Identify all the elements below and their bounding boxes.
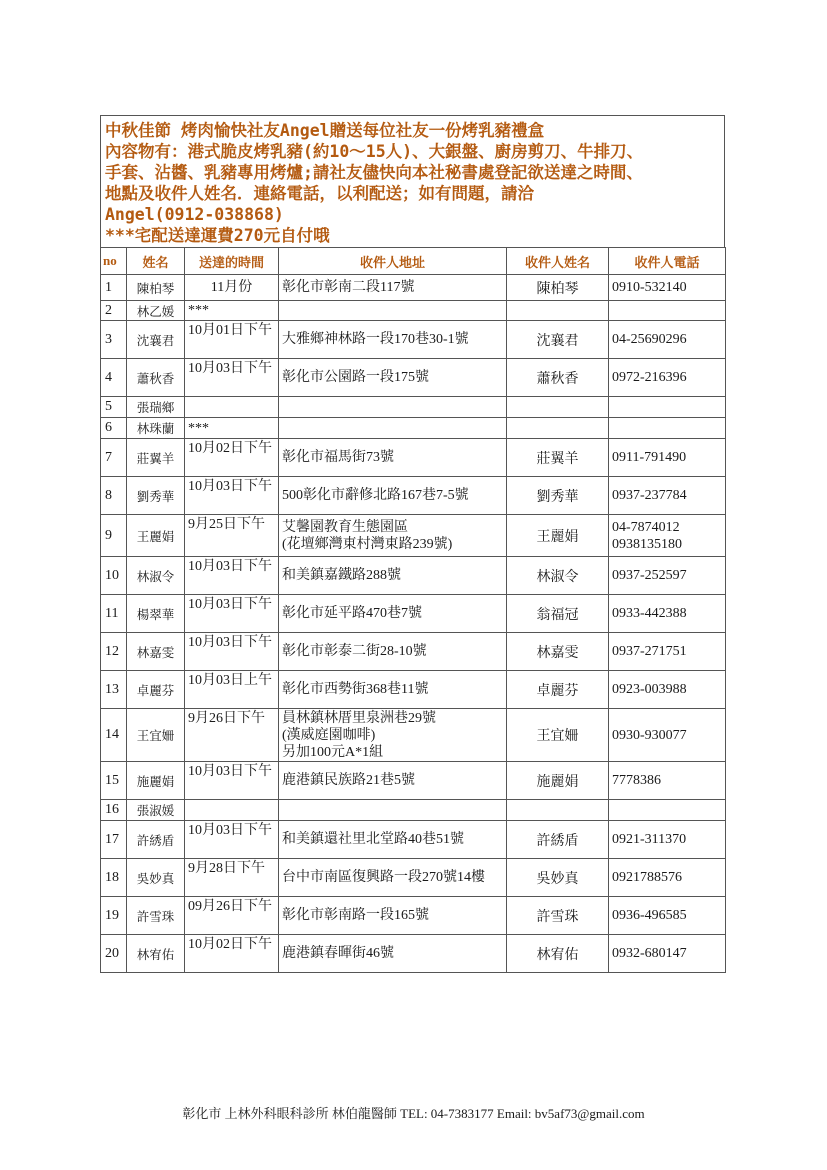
notice-line: Angel(0912-038868) [105,205,284,224]
recipient-name [507,397,609,418]
recipient-address: 彰化市彰泰二街28-10號 [279,633,507,671]
recipient-phone: 0911-791490 [609,439,726,477]
recipient-name: 陳柏琴 [507,275,609,301]
recipient-phone [609,301,726,321]
row-number: 3 [101,321,127,359]
member-name: 吳妙真 [127,859,185,897]
member-name: 張淑媛 [127,800,185,821]
row-number: 7 [101,439,127,477]
delivery-time: 11月份 [185,275,279,301]
row-number: 5 [101,397,127,418]
recipient-phone: 0936-496585 [609,897,726,935]
table-row [101,800,726,821]
delivery-time: 9月25日下午 [185,515,279,557]
recipient-phone: 0972-216396 [609,359,726,397]
table-body [101,275,726,973]
member-name: 林宥佑 [127,935,185,973]
delivery-time: 10月03日下午 [185,595,279,633]
member-name: 蕭秋香 [127,359,185,397]
recipient-phone: 0921788576 [609,859,726,897]
row-number: 4 [101,359,127,397]
member-name: 許雪珠 [127,897,185,935]
table-row [101,671,726,709]
table-row [101,321,726,359]
header-no: no [101,248,127,275]
recipient-name: 蕭秋香 [507,359,609,397]
delivery-time: 10月03日上午 [185,671,279,709]
member-name: 卓麗芬 [127,671,185,709]
recipient-address: 彰化市公園路一段175號 [279,359,507,397]
header-delivery-time: 送達的時間 [185,248,279,275]
recipient-address: 和美鎮還社里北堂路40巷51號 [279,821,507,859]
table-row [101,595,726,633]
table-row [101,935,726,973]
recipient-name: 翁福冠 [507,595,609,633]
recipient-phone: 0937-271751 [609,633,726,671]
member-name: 王麗娟 [127,515,185,557]
delivery-time: 09月26日下午 [185,897,279,935]
recipient-address: 鹿港鎮春暉街46號 [279,935,507,973]
delivery-time: 9月28日下午 [185,859,279,897]
member-name: 張瑞鄉 [127,397,185,418]
header-phone: 收件人電話 [609,248,726,275]
recipient-name: 林宥佑 [507,935,609,973]
member-name: 施麗娟 [127,762,185,800]
notice-line: 手套、沾醬、乳豬專用烤爐;請社友儘快向本社秘書處登記欲送達之時間、 [105,163,643,182]
recipient-address: 台中市南區復興路一段270號14樓 [279,859,507,897]
notice-block [100,115,725,247]
recipient-phone [609,418,726,439]
recipient-address: 鹿港鎮民族路21巷5號 [279,762,507,800]
delivery-time [185,397,279,418]
member-name: 林嘉雯 [127,633,185,671]
recipient-phone: 7778386 [609,762,726,800]
recipient-phone [609,397,726,418]
notice-line: 地點及收件人姓名．連絡電話，以利配送；如有問題，請洽 [105,184,534,203]
row-number: 19 [101,897,127,935]
recipient-address: 艾馨園教育生態園區 (花壇鄉灣東村灣東路239號) [279,515,507,557]
table-row [101,439,726,477]
table-row [101,709,726,762]
member-name: 林珠蘭 [127,418,185,439]
member-name: 陳柏琴 [127,275,185,301]
delivery-time: 10月02日下午 [185,935,279,973]
recipient-phone: 04-25690296 [609,321,726,359]
recipient-name: 王麗娟 [507,515,609,557]
row-number: 16 [101,800,127,821]
recipient-phone: 0910-532140 [609,275,726,301]
delivery-time: 10月03日下午 [185,821,279,859]
document-sheet [100,115,725,973]
recipient-phone: 0923-003988 [609,671,726,709]
row-number: 15 [101,762,127,800]
recipient-name: 劉秀華 [507,477,609,515]
delivery-table [100,247,726,973]
recipient-phone: 0937-252597 [609,557,726,595]
recipient-address [279,301,507,321]
table-row [101,397,726,418]
recipient-name: 許綉盾 [507,821,609,859]
delivery-time: 10月02日下午 [185,439,279,477]
row-number: 8 [101,477,127,515]
recipient-phone: 0932-680147 [609,935,726,973]
delivery-time: 10月01日下午 [185,321,279,359]
delivery-time: 10月03日下午 [185,359,279,397]
delivery-time: 10月03日下午 [185,557,279,595]
recipient-name: 林淑令 [507,557,609,595]
delivery-time: *** [185,418,279,439]
recipient-name [507,301,609,321]
recipient-name [507,800,609,821]
member-name: 莊翼羊 [127,439,185,477]
recipient-address [279,800,507,821]
row-number: 11 [101,595,127,633]
recipient-name: 吳妙真 [507,859,609,897]
row-number: 10 [101,557,127,595]
recipient-address: 彰化市彰南二段117號 [279,275,507,301]
notice-line: ***宅配送達運費270元自付哦 [105,226,330,245]
member-name: 林乙媛 [127,301,185,321]
notice-line: 中秋佳節 烤肉愉快社友Angel贈送每位社友一份烤乳豬禮盒 [105,121,545,140]
recipient-address [279,418,507,439]
header-address: 收件人地址 [279,248,507,275]
member-name: 林淑令 [127,557,185,595]
delivery-time: 10月03日下午 [185,762,279,800]
notice-line: 內容物有：港式脆皮烤乳豬(約10～15人)、大銀盤、廚房剪刀、牛排刀、 [105,142,644,161]
row-number: 2 [101,301,127,321]
recipient-phone: 04-7874012 0938135180 [609,515,726,557]
row-number: 20 [101,935,127,973]
recipient-address: 彰化市西勢街368巷11號 [279,671,507,709]
header-name: 姓名 [127,248,185,275]
header-recipient: 收件人姓名 [507,248,609,275]
recipient-address: 員林鎮林厝里泉洲巷29號 (漢威庭園咖啡) 另加100元A*1組 [279,709,507,762]
footer-contact: 彰化市 上林外科眼科診所 林伯龍醫師 TEL: 04-7383177 Email: bv5af73@gmail.com [182,1106,645,1121]
recipient-name: 王宜姍 [507,709,609,762]
recipient-name [507,418,609,439]
table-row [101,359,726,397]
table-row [101,821,726,859]
delivery-time: 10月03日下午 [185,477,279,515]
row-number: 9 [101,515,127,557]
delivery-time [185,800,279,821]
table-row [101,557,726,595]
recipient-phone [609,800,726,821]
recipient-address [279,397,507,418]
row-number: 12 [101,633,127,671]
table-row [101,859,726,897]
table-row [101,762,726,800]
recipient-address: 彰化市彰南路一段165號 [279,897,507,935]
recipient-name: 施麗娟 [507,762,609,800]
table-row [101,897,726,935]
delivery-time: 10月03日下午 [185,633,279,671]
recipient-name: 莊翼羊 [507,439,609,477]
recipient-address: 和美鎮嘉鐵路288號 [279,557,507,595]
row-number: 6 [101,418,127,439]
row-number: 13 [101,671,127,709]
member-name: 王宜姍 [127,709,185,762]
recipient-name: 許雪珠 [507,897,609,935]
recipient-address: 彰化市延平路470巷7號 [279,595,507,633]
delivery-time: 9月26日下午 [185,709,279,762]
recipient-address: 大雅鄉神林路一段170巷30-1號 [279,321,507,359]
row-number: 17 [101,821,127,859]
table-header-row [101,248,726,275]
recipient-name: 沈襄君 [507,321,609,359]
recipient-name: 林嘉雯 [507,633,609,671]
member-name: 沈襄君 [127,321,185,359]
table-row [101,633,726,671]
recipient-phone: 0937-237784 [609,477,726,515]
member-name: 楊翠華 [127,595,185,633]
recipient-phone: 0921-311370 [609,821,726,859]
table-row [101,477,726,515]
member-name: 許綉盾 [127,821,185,859]
table-row [101,515,726,557]
delivery-time: *** [185,301,279,321]
table-row [101,418,726,439]
row-number: 1 [101,275,127,301]
recipient-phone: 0933-442388 [609,595,726,633]
row-number: 14 [101,709,127,762]
recipient-address: 彰化市福馬街73號 [279,439,507,477]
table-row [101,275,726,301]
table-row [101,301,726,321]
recipient-address: 500彰化市辭修北路167巷7-5號 [279,477,507,515]
member-name: 劉秀華 [127,477,185,515]
recipient-name: 卓麗芬 [507,671,609,709]
row-number: 18 [101,859,127,897]
recipient-phone: 0930-930077 [609,709,726,762]
